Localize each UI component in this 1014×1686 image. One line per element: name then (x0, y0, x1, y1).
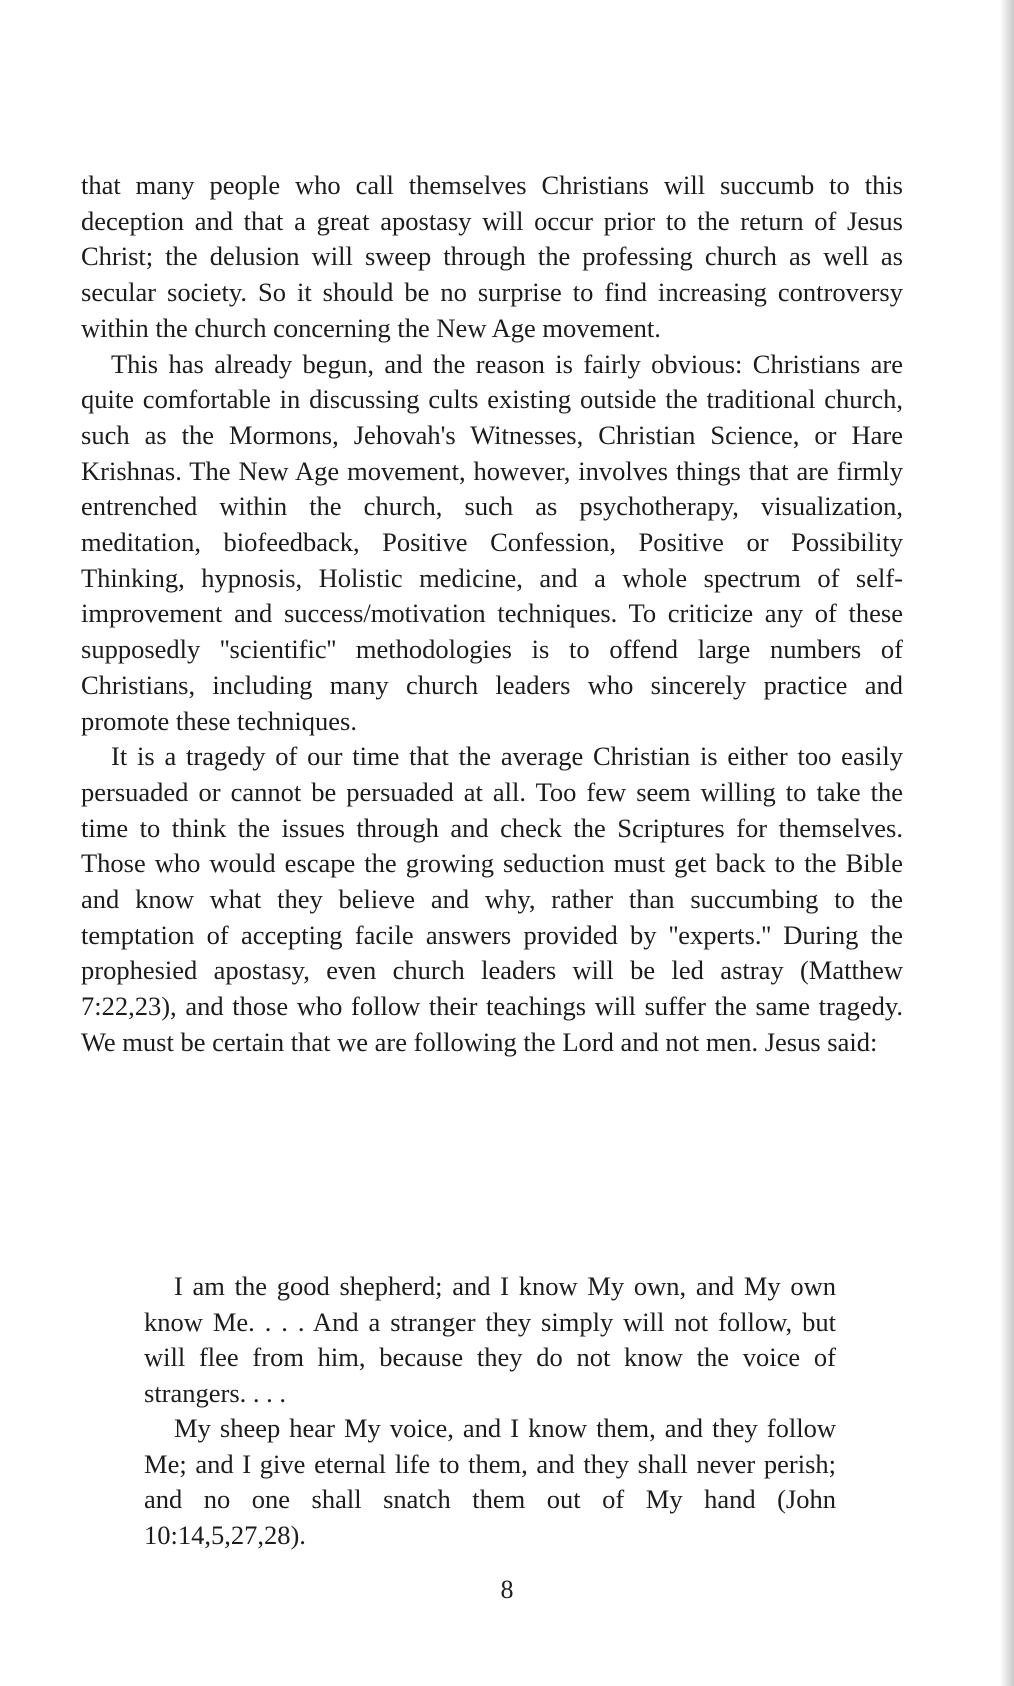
paragraph-tragedy: It is a tragedy of our time that the average Christian is either too easily persuaded or cannot be persuaded at all. Too few seem willing to take the time to think the issues through and check the Scriptures for themselves. Those who would escape the growing seduction must get back to the Bible and know what they believe and why, rather than succumbing to the temptation of accepting facile answers provided by ''experts.'' During the prophesied apostasy, even church leaders will be led astray (Matthew 7:22,23), and those who follow their teachings will suffer the same tragedy. We must be certain that we are following the Lord and not men. Jesus said: (81, 741, 903, 1057)
page-number: 8 (500, 1575, 514, 1604)
quote-paragraph-shepherd: I am the good shepherd; and I know My own, and My own know Me. . . . And a stranger they simply will not follow, but will flee from him, because they do not know the voice of strangers. . . . (144, 1271, 836, 1408)
quote-paragraph-sheep: My sheep hear My voice, and I know them, and they follow Me; and I give eternal life to them, and they shall never perish; and no one shall snatch them out of My hand (John 10:14,5,27,28). (144, 1413, 836, 1550)
scripture-quote (144, 1269, 836, 1553)
page-edge-shadow (1000, 0, 1014, 1686)
paragraph-new-age-controversy: This has already begun, and the reason is fairly obvious: Christians are quite comfortable in discussing cults existing outside the traditional church, such as the Mormons, Jehovah's Witnesses, Christian Science, or Hare Krishnas. The New Age movement, however, involves things that are firmly entrenched within the church, such as psychotherapy, visualization, meditation, biofeedback, Positive Confession, Positive or Possibility Thinking, hypnosis, Holistic medicine, and a whole spectrum of self-improvement and success/motivation techniques. To criticize any of these supposedly ''scientific'' methodologies is to offend large numbers of Christians, including many church leaders who sincerely practice and promote these techniques. (81, 348, 903, 736)
body-text (81, 168, 903, 1061)
paragraph-continuation: that many people who call themselves Christians will succumb to this deception and that a great apostasy will occur prior to the return of Jesus Christ; the delusion will sweep through the professing church as well as secular society. So it should be no surprise to find increasing controversy within the church concerning the New Age movement. (81, 170, 903, 343)
